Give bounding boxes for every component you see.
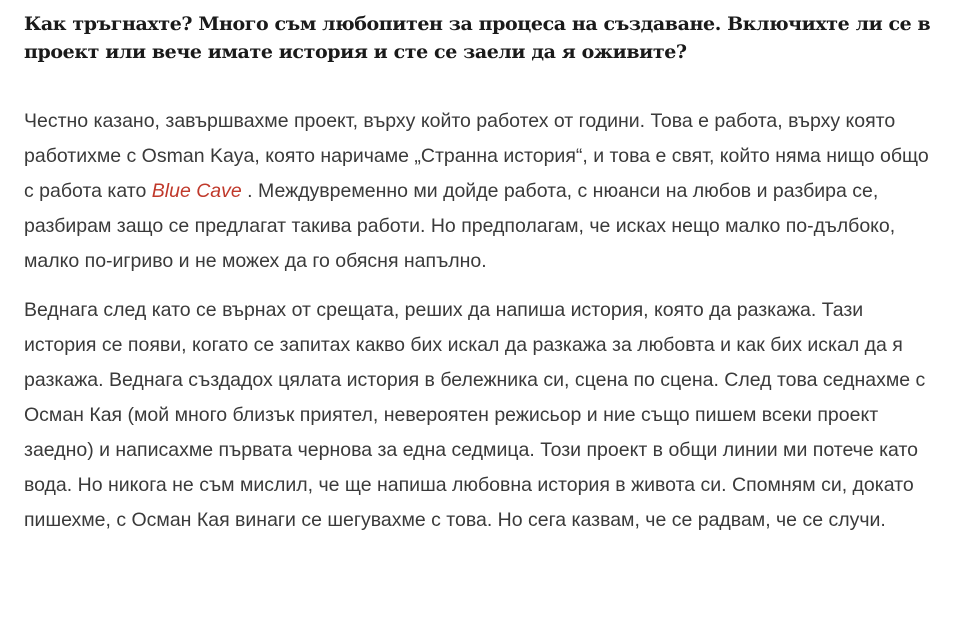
answer-paragraph-2: Веднага след като се върнах от срещата, реших да напиша история, която да разкажа. Тази история се появи, когато се запитах какво бих искал да разкажа за любовта и как бих искал да я разкажа. Веднага създадох цялата история в бележника си, сцена по сцена. След това седнахме с Осман Кая (мой много близък приятел, невероятен режисьор и ние също пишем всеки проект заедно) и написахме първата чернова за една седмица. Този проект в общи линии ми потече като вода. Но никога не съм мислил, че ще напиша любовна история в живота си. Спомням си, докато пишехме, с Осман Кая винаги се шегувахме с това. Но сега казвам, че се радвам, че се случи. bbox=[24, 299, 926, 531]
answer-paragraph-1 bbox=[24, 104, 936, 279]
paragraph-1-text-start: Честно казано, завършвахме проект, върху който работех от години. Това е работа, върху която работихме с Osman Kaya, която наричаме „Странна история“, и това е свят, който няма нищо общо с работа като bbox=[24, 110, 929, 202]
blue-cave-link[interactable]: Blue Cave bbox=[151, 180, 242, 202]
article-body bbox=[24, 10, 936, 552]
interview-question: Как тръгнахте? Много съм любопитен за процеса на създаване. Включихте ли се в проект или вече имате история и сте се заели да я оживите? bbox=[24, 13, 931, 63]
paragraph-1-text-end: . Междувременно ми дойде работа, с нюанси на любов и разбира се, разбирам защо се предлагат такива работи. Но предполагам, че исках нещо малко по-дълбоко, малко по-игриво и не можех да го обясня напълно. bbox=[24, 180, 896, 272]
